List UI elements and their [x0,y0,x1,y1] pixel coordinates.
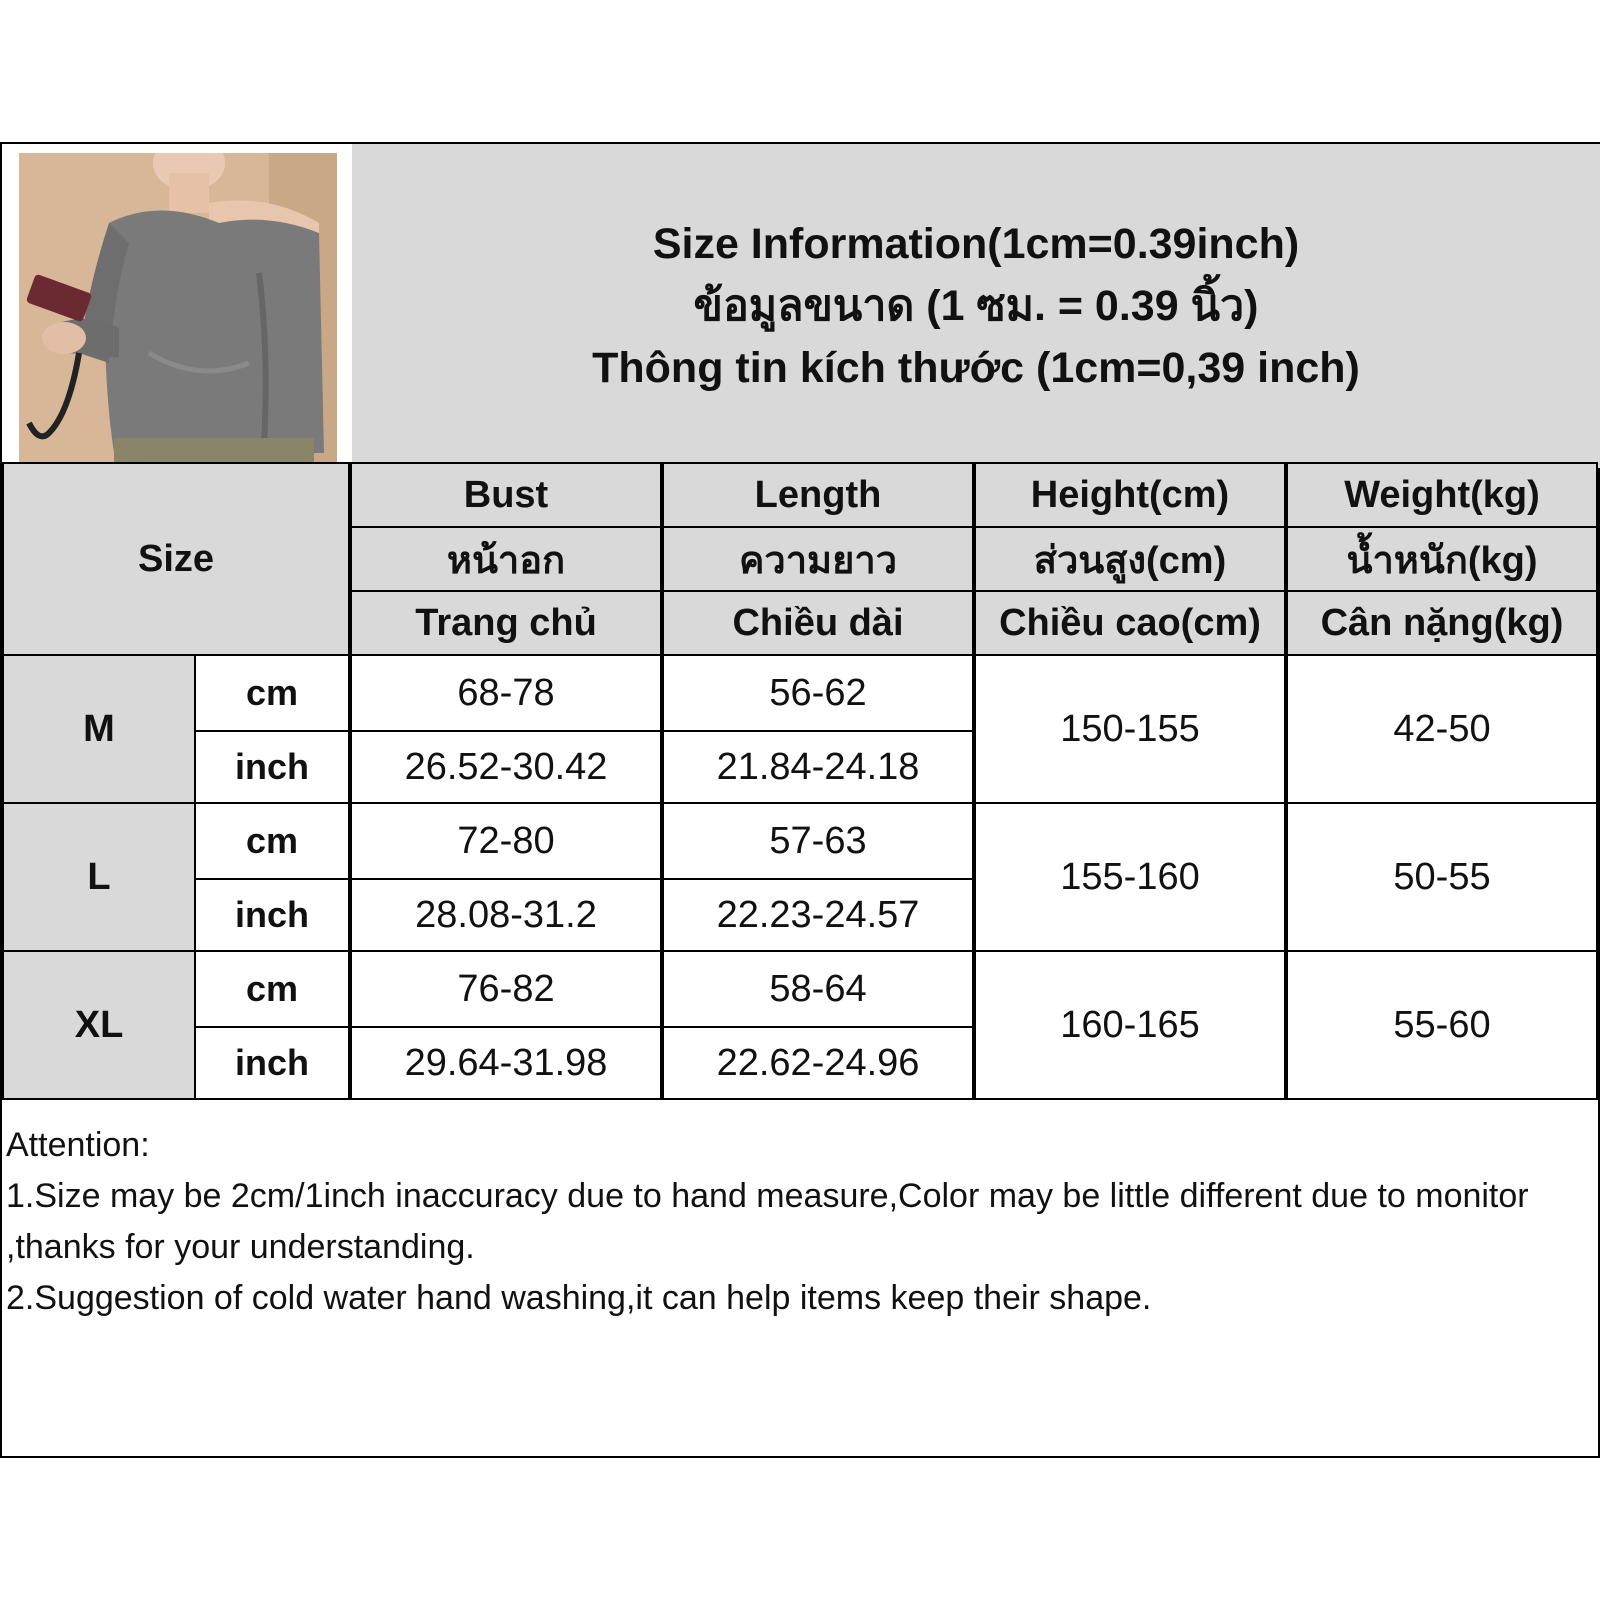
notes-heading: Attention: [6,1126,150,1164]
title-vietnamese: Thông tin kích thước (1cm=0,39 inch) [592,344,1360,392]
product-photo [16,150,340,470]
size-xl-label: XL [2,950,196,1100]
notes-line-1: 1.Size may be 2cm/1inch inaccuracy due to hand measure,Color may be little different due to monitor ,thanks for your understanding. [6,1177,1539,1266]
size-l-label: L [2,802,196,952]
bust-header-en: Bust [350,462,662,528]
unit-inch-label: inch [194,878,350,952]
l-length-inch: 22.23-24.57 [662,878,974,952]
l-height: 155-160 [974,802,1286,952]
bust-header-vi: Trang chủ [350,590,662,656]
size-header: Size [2,462,350,656]
l-weight: 50-55 [1286,802,1598,952]
title-block [352,144,1600,468]
length-header-en: Length [662,462,974,528]
xl-length-inch: 22.62-24.96 [662,1026,974,1100]
xl-bust-cm: 76-82 [350,950,662,1028]
unit-cm-label: cm [194,802,350,880]
l-bust-inch: 28.08-31.2 [350,878,662,952]
weight-header-th: น้ำหนัก(kg) [1286,526,1598,592]
xl-bust-inch: 29.64-31.98 [350,1026,662,1100]
unit-cm-label: cm [194,950,350,1028]
weight-header-vi: Cân nặng(kg) [1286,590,1598,656]
unit-inch-label: inch [194,1026,350,1100]
unit-inch-label: inch [194,730,350,804]
attention-notes [6,1120,1594,1324]
xl-weight: 55-60 [1286,950,1598,1100]
m-length-cm: 56-62 [662,654,974,732]
m-weight: 42-50 [1286,654,1598,804]
length-header-vi: Chiều dài [662,590,974,656]
m-height: 150-155 [974,654,1286,804]
m-bust-cm: 68-78 [350,654,662,732]
xl-height: 160-165 [974,950,1286,1100]
title-thai: ข้อมูลขนาด (1 ซม. = 0.39 นิ้ว) [693,282,1259,330]
xl-length-cm: 58-64 [662,950,974,1028]
l-length-cm: 57-63 [662,802,974,880]
m-length-inch: 21.84-24.18 [662,730,974,804]
l-bust-cm: 72-80 [350,802,662,880]
height-header-vi: Chiều cao(cm) [974,590,1286,656]
height-header-en: Height(cm) [974,462,1286,528]
height-header-th: ส่วนสูง(cm) [974,526,1286,592]
notes-line-2: 2.Suggestion of cold water hand washing,it can help items keep their shape. [6,1279,1152,1317]
weight-header-en: Weight(kg) [1286,462,1598,528]
title-english: Size Information(1cm=0.39inch) [652,220,1300,268]
unit-cm-label: cm [194,654,350,732]
product-photo-illustration [19,153,337,467]
m-bust-inch: 26.52-30.42 [350,730,662,804]
size-m-label: M [2,654,196,804]
length-header-th: ความยาว [662,526,974,592]
bust-header-th: หน้าอก [350,526,662,592]
